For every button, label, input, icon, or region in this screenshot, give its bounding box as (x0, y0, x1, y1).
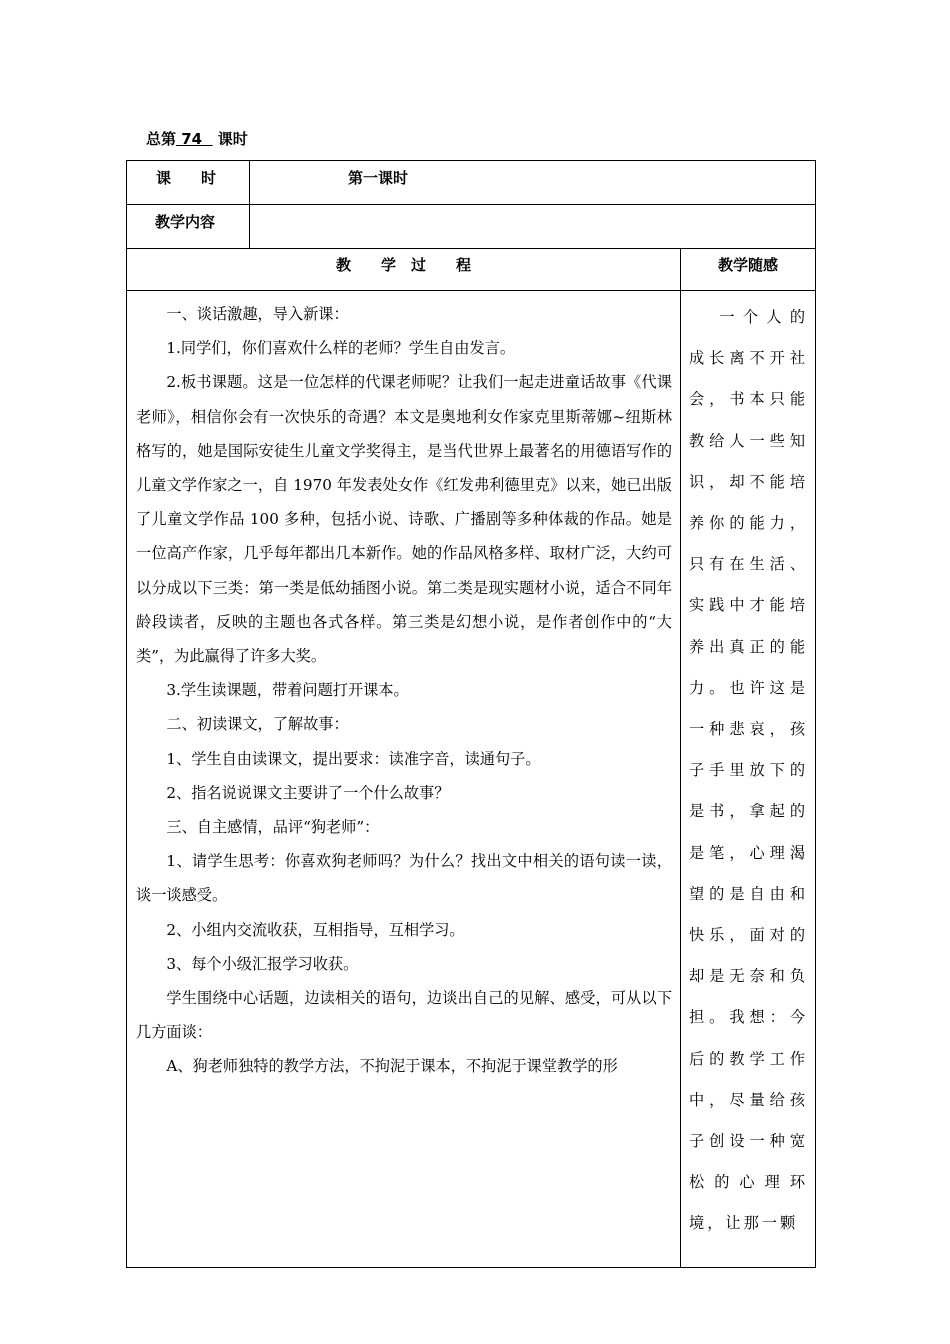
period-row (127, 161, 816, 205)
notes-content (681, 291, 816, 1268)
notes-header: 教学随感 (681, 249, 816, 291)
header-prefix: 总第 (146, 130, 177, 148)
process-paragraph: 学生围绕中心话题，边读相关的语句，边谈出自己的见解、感受，可从以下几方面谈： (136, 989, 672, 1042)
process-content (127, 291, 681, 1268)
process-paragraph: 1、学生自由读课文，提出要求：读准字音，读通句子。 (166, 749, 541, 768)
body-row (127, 291, 816, 1268)
lesson-plan-table (126, 160, 816, 1268)
notes-paragraph: 一个人的成长离不开社会，书本只能教给人一些知识，却不能培养你的能力，只有在生活、实践中才能培养出真正的能力。也许这是一种悲哀，孩子手里放下的是书，拿起的是笔，心理渴望的是自由和快乐，面对的却是无奈和负担。我想：今后的教学工作中，尽量给孩子创设一种宽松的心理环境，让那一颗 (689, 308, 809, 1233)
content-row (127, 205, 816, 249)
period-label: 课 时 (127, 161, 250, 205)
process-paragraph: 2、小组内交流收获，互相指导，互相学习。 (166, 920, 465, 939)
process-paragraph: 3、每个小级汇报学习收获。 (166, 954, 359, 973)
process-paragraph: 三、自主感情，品评“狗老师”： (166, 818, 380, 837)
process-paragraph: 二、初读课文，了解故事： (166, 715, 349, 734)
period-value: 第一课时 (250, 161, 816, 205)
process-paragraph: A、狗老师独特的教学方法，不拘泥于课本，不拘泥于课堂教学的形 (166, 1057, 618, 1076)
process-paragraph: 1.同学们，你们喜欢什么样的老师？学生自由发言。 (166, 339, 516, 358)
header-suffix: 课时 (212, 130, 248, 148)
process-paragraph: 1、请学生思考：你喜欢狗老师吗？为什么？找出文中相关的语句读一读，谈一谈感受。 (136, 852, 672, 905)
process-paragraph: 3.学生读课题，带着问题打开课本。 (166, 681, 409, 700)
process-header: 教 学 过 程 (127, 249, 681, 291)
section-header-row (127, 249, 816, 291)
lesson-number-header (146, 128, 248, 149)
lesson-number: 74 (176, 130, 213, 148)
content-label: 教学内容 (127, 205, 250, 249)
content-value (250, 205, 816, 249)
process-paragraph: 2、指名说说课文主要讲了一个什么故事？ (166, 783, 450, 802)
process-paragraph: 一、谈话激趣，导入新课： (166, 305, 349, 323)
process-paragraph: 2.板书课题。这是一位怎样的代课老师呢？让我们一起走进童话故事《代课老师》，相信你会有一次快乐的奇遇？本文是奥地利女作家克里斯蒂娜~纽斯林格写的，她是国际安徒生儿童文学奖得主，是当代世界上最著名的用德语写作的儿童文学作家之一，自 1970 年发表处女作《红发弗利德里克》以来，她已出版了儿童文学作品 100 多种，包括小说、诗歌、广播剧等多种体裁的作品。她是一位高产作家，几乎每年都出几本新作。她的作品风格多样、取材广泛，大约可以分成以下三类：第一类是低幼插图小说。第二类是现实题材小说，适合不同年龄段读者，反映的主题也各式各样。第三类是幻想小说，是作者创作中的“大类”，为此赢得了许多大奖。 (136, 373, 672, 666)
